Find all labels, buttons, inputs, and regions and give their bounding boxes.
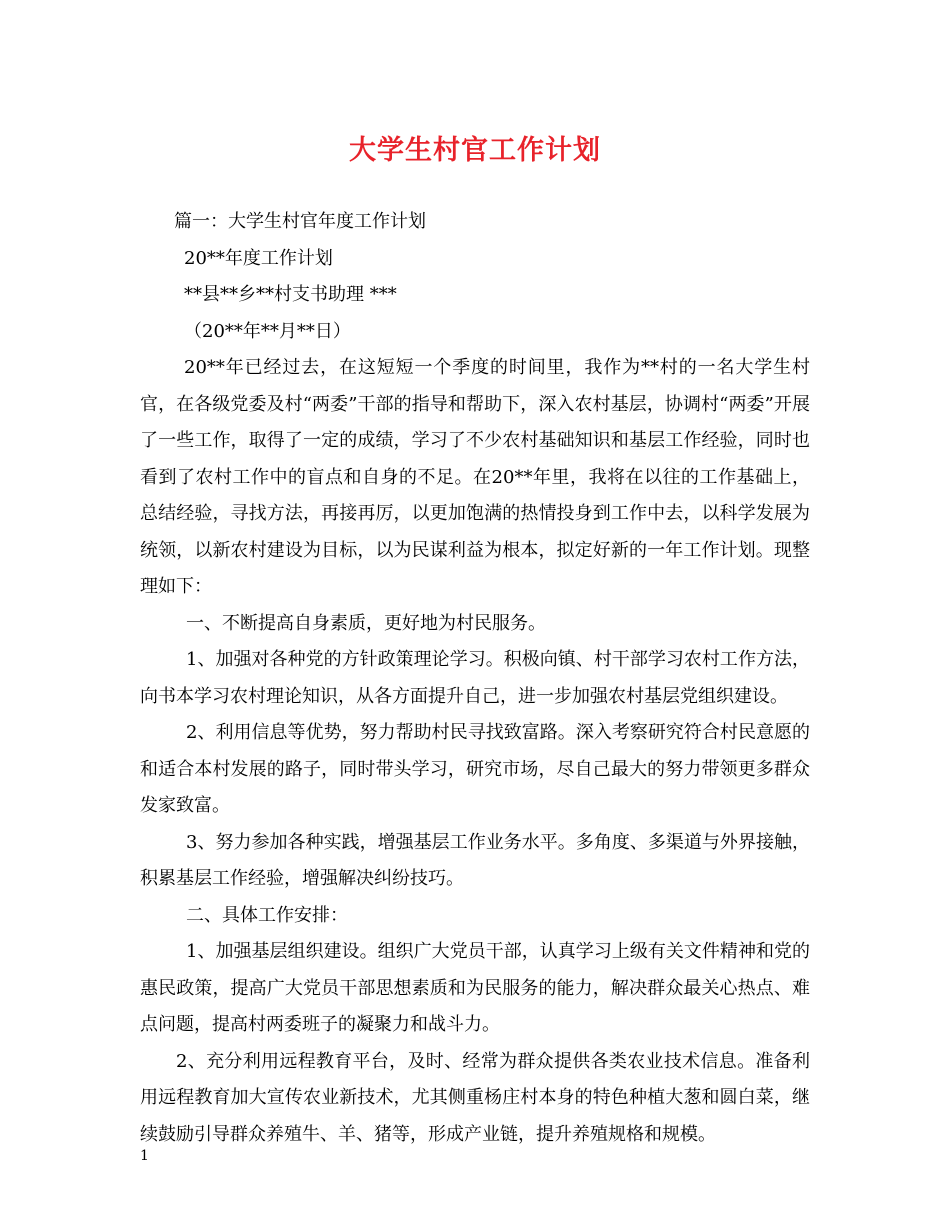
date-line: （20**年**月**日） — [184, 320, 351, 342]
document-title: 大学生村官工作计划 — [349, 135, 601, 166]
article-heading: 篇一：大学生村官年度工作计划 — [174, 211, 426, 232]
document-body — [140, 204, 810, 1153]
section1-item-3: 3、努力参加各种实践，增强基层工作业务水平。多角度、多渠道与外界接触，积累基层工作经验，增强解决纠纷技巧。 — [140, 831, 810, 889]
section2-item-2: 2、充分利用远程教育平台，及时、经常为群众提供各类农业技术信息。准备利用远程教育加大宣传农业新技术，尤其侧重杨庄村本身的特色种植大葱和圆白菜，继续鼓励引导群众养殖牛、羊、猪等，形成产业链，提升养殖规格和规模。 — [140, 1050, 810, 1145]
plan-year-line: 20**年度工作计划 — [184, 247, 333, 269]
section1-item-1: 1、加强对各种党的方针政策理论学习。积极向镇、村干部学习农村工作方法，向书本学习农村理论知识，从各方面提升自己，进一步加强农村基层党组织建设。 — [140, 649, 810, 707]
section-heading-1: 一、不断提高自身素质，更好地为村民服务。 — [186, 612, 546, 634]
section2-item-1: 1、加强基层组织建设。组织广大党员干部，认真学习上级有关文件精神和党的惠民政策，提高广大党员干部思想素质和为民服务的能力，解决群众最关心热点、难点问题，提高村两委班子的凝聚力和战斗力。 — [140, 941, 810, 1035]
page-number: 1 — [140, 1148, 149, 1164]
section1-item-2: 2、利用信息等优势，努力帮助村民寻找致富路。深入考察研究符合村民意愿的和适合本村发展的路子，同时带头学习，研究市场，尽自己最大的努力带领更多群众发家致富。 — [140, 722, 810, 816]
section-heading-2: 二、具体工作安排： — [186, 904, 348, 926]
intro-paragraph: 20**年已经过去，在这短短一个季度的时间里，我作为**村的一名大学生村官，在各级党委及村“两委”干部的指导和帮助下，深入农村基层，协调村“两委”开展了一些工作，取得了一定的成绩，学习了不少农村基础知识和基层工作经验，同时也看到了农村工作中的盲点和自身的不足。在20**年里，我将在以往的工作基础上，总结经验，寻找方法，再接再厉，以更加饱满的热情投身到工作中去，以科学发展为统领，以新农村建设为目标，以为民谋利益为根本，拟定好新的一年工作计划。现整理如下： — [140, 357, 810, 597]
author-line: **县**乡**村支书助理 *** — [184, 284, 397, 305]
